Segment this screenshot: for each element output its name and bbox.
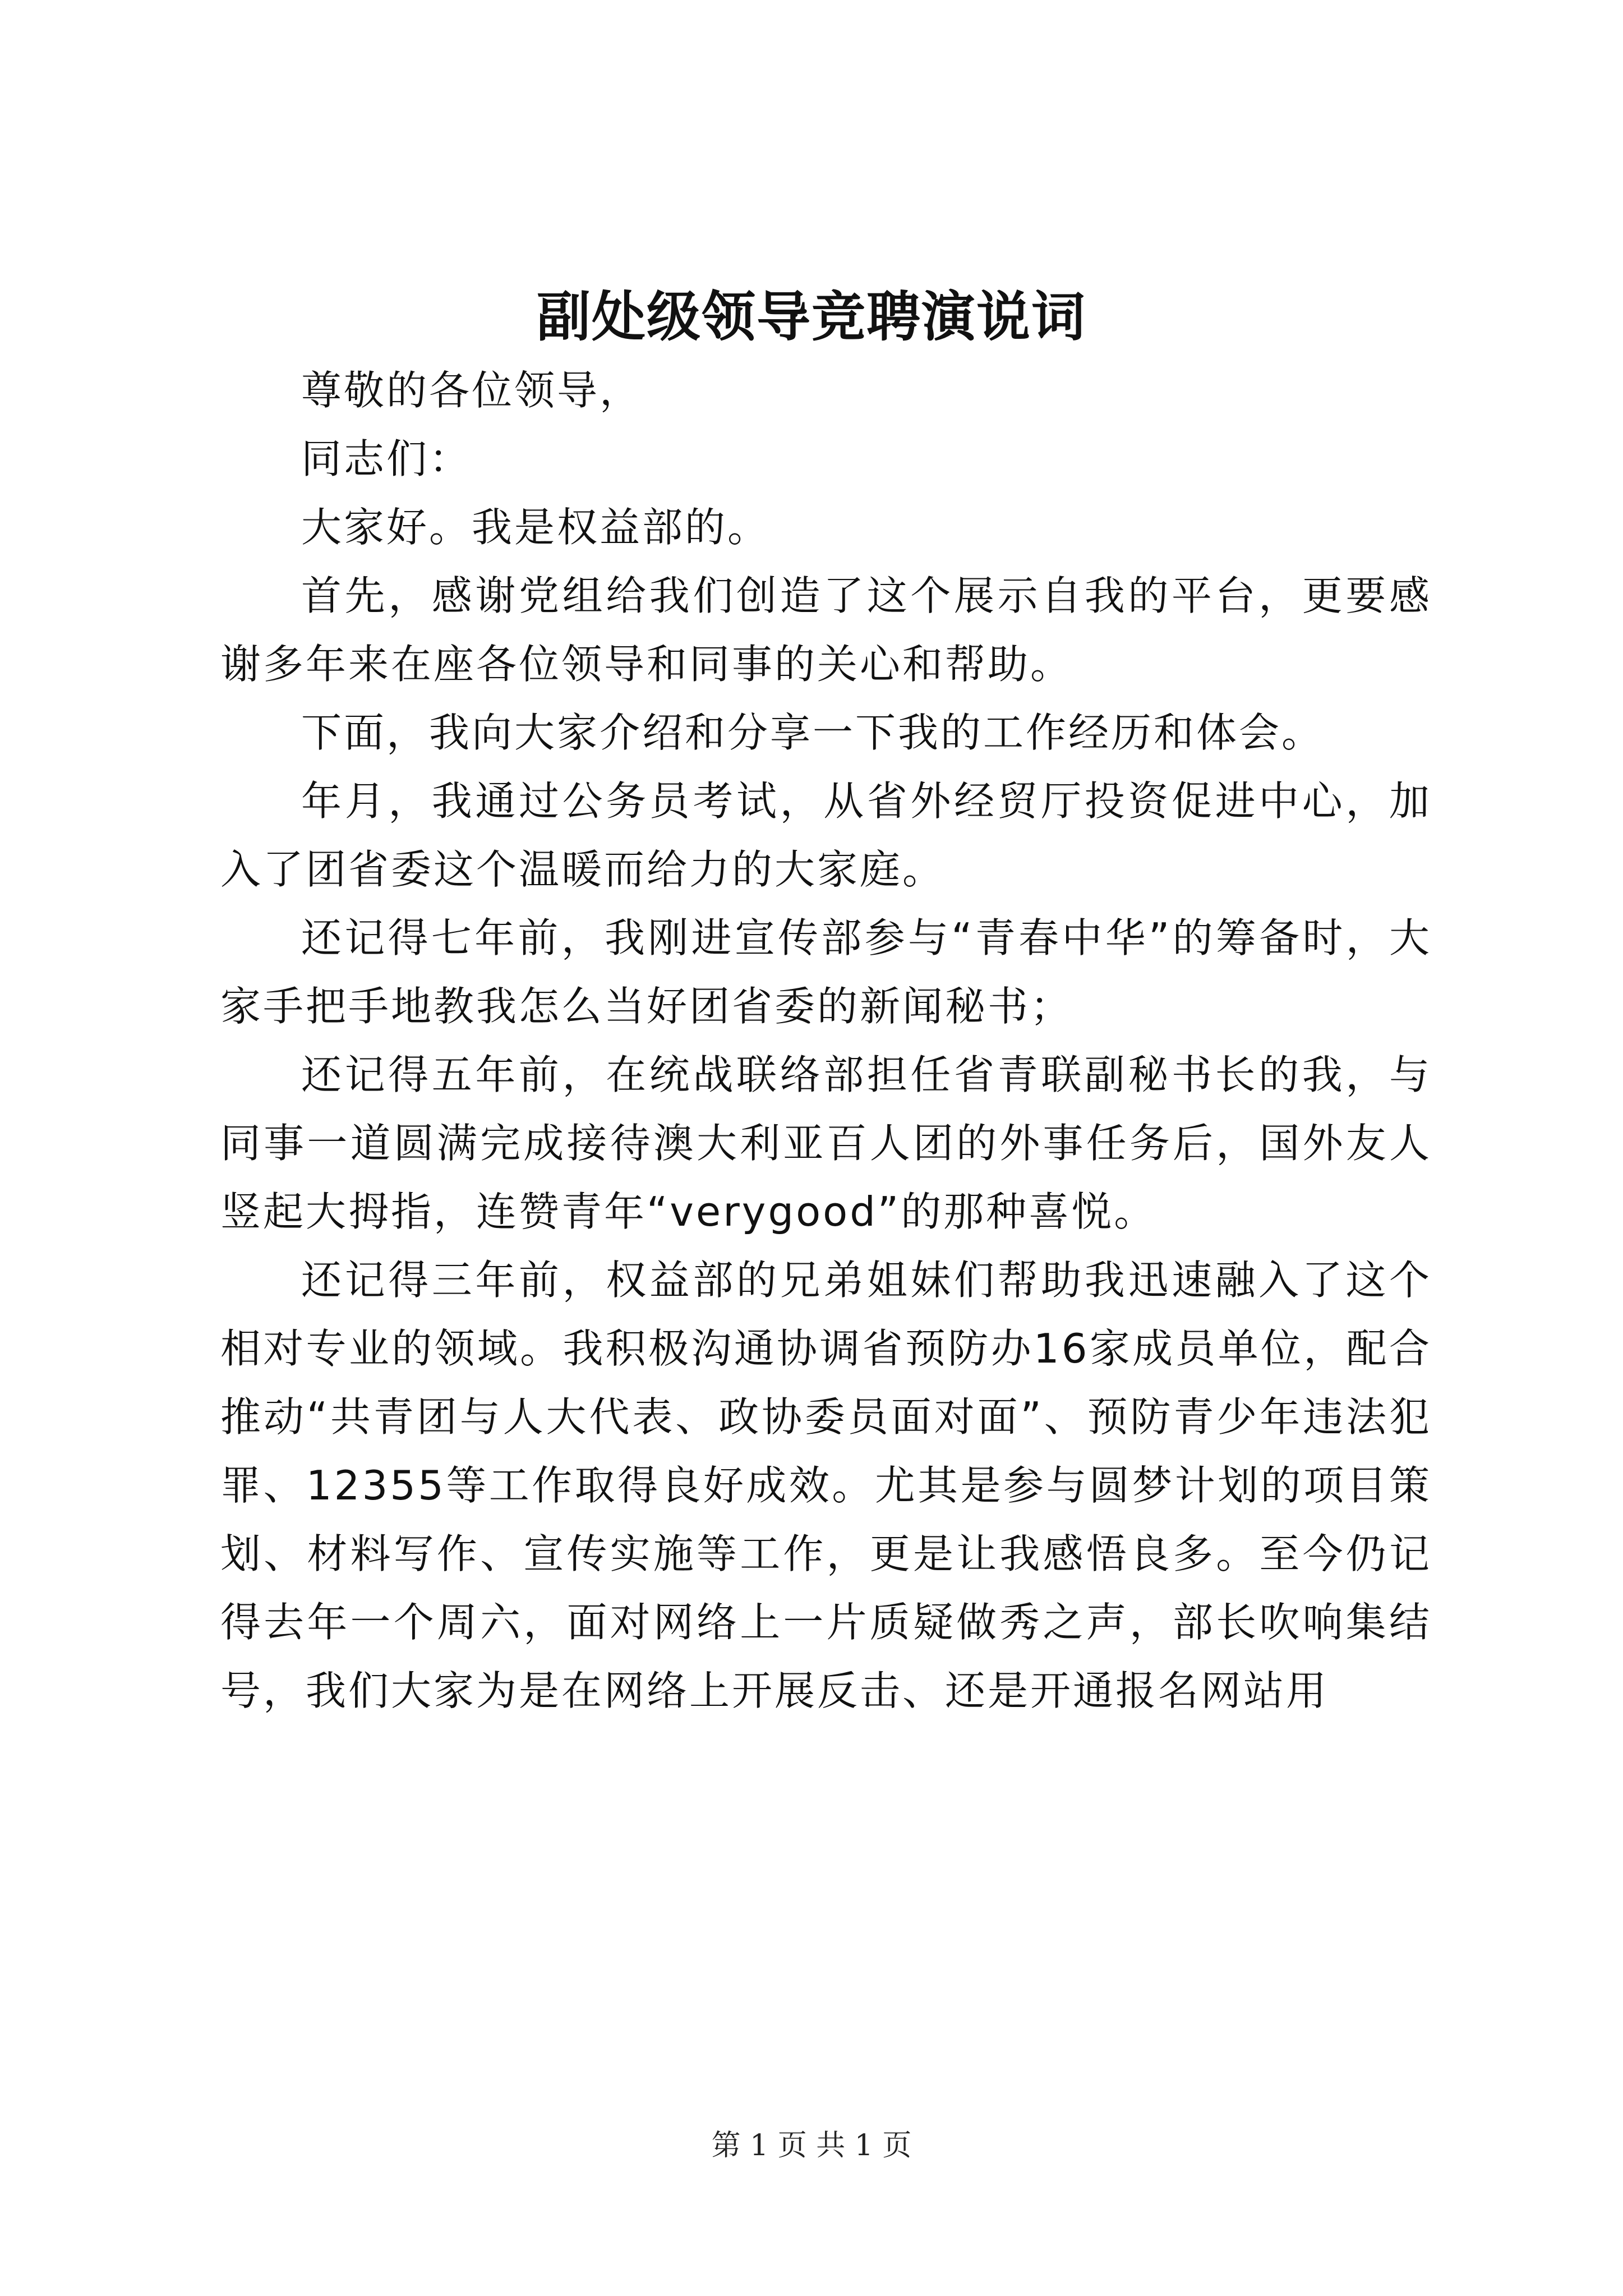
document-title: 副处级领导竞聘演说词: [537, 285, 1086, 348]
paragraph: 还记得三年前，权益部的兄弟姐妹们帮助我迅速融入了这个相对专业的领域。我积极沟通协调省预防办16家成员单位，配合推动“共青团与人大代表、政协委员面对面”、预防青少年违法犯罪、12355等工作取得良好成效。尤其是参与圆梦计划的项目策划、材料写作、宣传实施等工作，更是让我感悟良多。至今仍记得去年一个周六，面对网络上一片质疑做秀之声，部长吹响集结号，我们大家为是在网络上开展反击、还是开通报名网站用: [220, 1257, 1432, 1714]
paragraph: 还记得七年前，我刚进宣传部参与“青春中华”的筹备时，大家手把手地教我怎么当好团省委的新闻秘书；: [220, 914, 1432, 1030]
paragraph: 同志们：: [301, 435, 472, 482]
page-footer: 第 1 页 共 1 页: [711, 2129, 912, 2162]
paragraph: 下面，我向大家介绍和分享一下我的工作经历和体会。: [301, 709, 1325, 756]
paragraph: 尊敬的各位领导，: [301, 367, 643, 414]
paragraph: 年月，我通过公务员考试，从省外经贸厅投资促进中心，加入了团省委这个温暖而给力的大家庭。: [220, 777, 1432, 893]
paragraph: 还记得五年前，在统战联络部担任省青联副秘书长的我，与同事一道圆满完成接待澳大利亚百人团的外事任务后，国外友人竖起大拇指，连赞青年“verygood”的那种喜悦。: [220, 1051, 1432, 1235]
paragraph: 大家好。我是权益部的。: [301, 504, 771, 551]
document-body: [220, 356, 1432, 1725]
paragraph: 首先，感谢党组给我们创造了这个展示自我的平台，更要感谢多年来在座各位领导和同事的关心和帮助。: [220, 572, 1432, 688]
